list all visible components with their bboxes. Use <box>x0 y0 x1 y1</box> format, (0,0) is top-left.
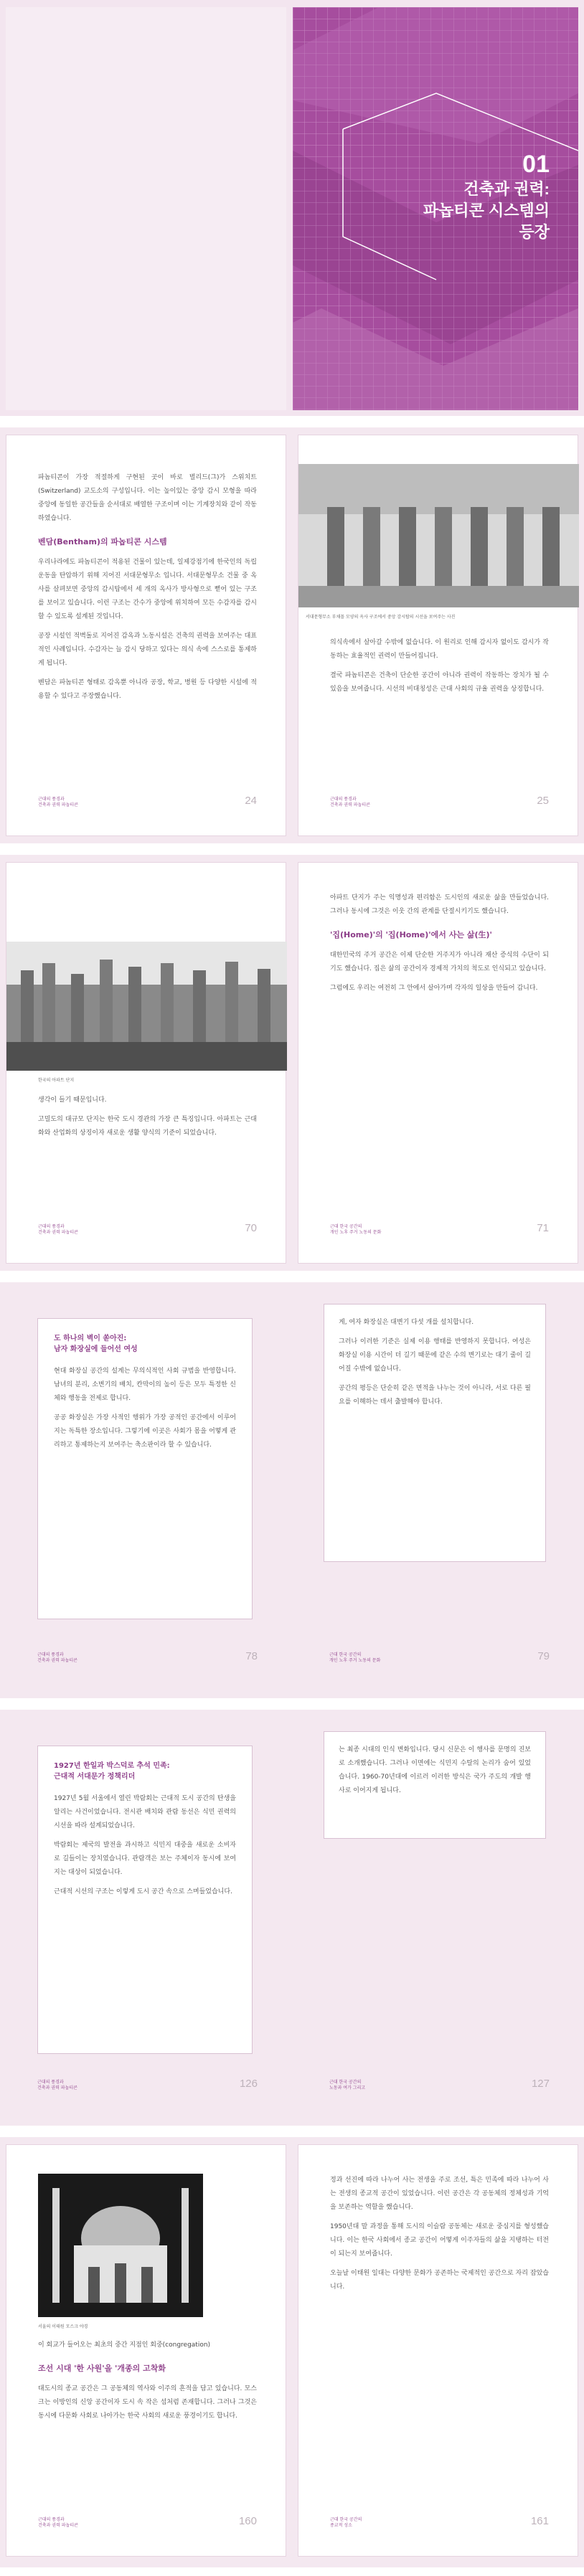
paragraph: 는 최종 시대의 인식 변화입니다. 당시 신문은 이 행사를 문명의 진보로 소개했습니다. 그러나 이면에는 식민지 수탈의 논리가 숨어 있었습니다. 1960-70년대에 이르러 이러한 방식은 국가 주도의 개발 행사로 이어지게 됩니다. <box>339 1746 531 1794</box>
sidebar-box <box>37 1318 253 1619</box>
running-head: 근대의 풍경과 건축과 권력 파놉티콘 <box>38 1224 78 1235</box>
spread-2 <box>0 427 584 843</box>
paragraph: 그러나 이러한 기준은 실제 이용 행태를 반영하지 못합니다. 여성은 화장실 이용 시간이 더 길기 때문에 같은 수의 변기로는 대기 줄이 길어질 수밖에 없습니다. <box>339 1338 531 1373</box>
chapter-number: 01 <box>522 151 550 178</box>
page-79 <box>298 1289 578 1691</box>
paragraph: 공간의 평등은 단순히 같은 면적을 나누는 것이 아니라, 서로 다른 필요를 이해하는 데서 출발해야 합니다. <box>339 1385 531 1406</box>
text-column <box>330 2174 549 2300</box>
paragraph: 근대적 시선의 구조는 이렇게 도시 공간 속으로 스며들었습니다. <box>54 1888 232 1895</box>
sidebar-box <box>324 1304 546 1562</box>
blank-left-page <box>6 7 286 410</box>
section-subhead: 조선 시대 '한 사원'을 '개종의 고착화 <box>38 2364 166 2373</box>
spread-cover <box>0 0 584 416</box>
spread-4 <box>0 1282 584 1698</box>
page-78 <box>6 1289 286 1691</box>
running-head: 근대의 풍경과 건축과 권력 파놉티콘 <box>37 2080 77 2090</box>
prison-photo <box>298 464 579 607</box>
running-head: 근대의 풍경과 건축과 권력 파놉티콘 <box>38 2517 78 2528</box>
chapter-cover <box>293 7 578 410</box>
page-24 <box>6 435 286 836</box>
paragraph: 현대 화장실 공간의 설계는 무의식적인 사회 규범을 반영합니다. 남녀의 분리, 소변기의 배치, 칸막이의 높이 등은 모두 특정한 신체와 행동을 전제로 합니다. <box>54 1368 236 1402</box>
text-column <box>330 891 549 1001</box>
paragraph: 벤담은 파놉티콘 형태로 감옥뿐 아니라 공장, 학교, 병원 등 다양한 시설에 적용할 수 있다고 주장했습니다. <box>38 679 257 700</box>
page-number: 25 <box>537 795 549 807</box>
paragraph: 오늘날 이태원 일대는 다양한 문화가 공존하는 국제적인 공간으로 자리 잡았습니다. <box>330 2270 549 2291</box>
paragraph: 의식속에서 살아갈 수밖에 없습니다. 이 원리로 인해 감시자 없이도 감시가 작동하는 효율적인 권력이 만들어집니다. <box>330 639 549 660</box>
paragraph: 게, 여자 화장실은 대변기 다섯 개를 설치합니다. <box>339 1319 474 1326</box>
paragraph: 1927년 5월 서울에서 열린 박람회는 근대적 도시 공간의 탄생을 알리는 사건이었습니다. 전시관 배치와 관람 동선은 식민 권력의 시선을 따라 설계되었습니다. <box>54 1795 236 1829</box>
section-subhead: 벤담(Bentham)의 파놉티콘 시스템 <box>38 537 167 546</box>
running-head: 근대의 풍경과 건축과 권력 파놉티콘 <box>38 797 78 808</box>
running-head: 근대의 풍경과 건축과 권력 파놉티콘 <box>330 797 370 808</box>
chapter-title: 건축과 권력: 파놉티콘 시스템의 등장 <box>423 180 550 241</box>
spread-6 <box>0 2137 584 2567</box>
paragraph: 공장 시설인 적벽돌로 지어진 감옥과 노동시설은 건축의 권력을 보여주는 대표적인 사례입니다. 수감자는 늘 감시 당하고 있다는 의식 속에 스스로를 통제하게 됩니다. <box>38 633 257 667</box>
paragraph: 공공 화장실은 가장 사적인 행위가 가장 공적인 공간에서 이루어지는 독특한 장소입니다. 그렇기에 이곳은 사회가 몸을 어떻게 관리하고 통제하는지 보여주는 축소판이라 할 수 있습니다. <box>54 1414 236 1449</box>
paragraph: 파놉티콘이 가장 적절하게 구현된 곳이 바로 벌리드(그)가 스위치트(Switzerland) 교도소의 구성입니다. 이는 높이있는 중앙 감시 모형을 따라 중앙에 동일한 공간들을 순서대로 배열한 구조이며 이는 기계장치와 같이 작동하였습니다. <box>38 474 257 522</box>
section-subhead: '집(Home)'의 '집(Home)'에서 사는 삶(生)' <box>330 930 492 939</box>
photo-caption: 서대문형무소 부채꼴 모양의 옥사 구조에서 중앙 감시탑의 시선을 보여주는 사진 <box>306 615 456 620</box>
page-161 <box>298 2144 578 2557</box>
page-number: 71 <box>537 1222 549 1234</box>
running-head: 근대 한국 공간의 노동과 여가 그리고 <box>329 2080 366 2090</box>
spread-5 <box>0 1710 584 2126</box>
paragraph: 그럼에도 우리는 여전히 그 안에서 살아가며 각자의 일상을 만들어 갑니다. <box>330 985 538 992</box>
paragraph: 우리나라에도 파놉티콘이 적용된 건물이 있는데, 일제강점기에 한국인의 독립운동을 탄압하기 위해 지어진 서대문형무소 입니다. 서대문형무소 건물 중 옥사를 살펴보면 중앙의 감시탑에서 세 개의 옥사가 방사형으로 뻗어 있는 구조를 보이고 있습니다. 이런 구조는 간수가 중앙에 위치하여 모든 수감자를 감시할 수 있도록 설계된 것입니다. <box>38 559 257 620</box>
paragraph: 대한민국의 주거 공간은 이제 단순한 거주지가 아니라 재산 증식의 수단이 되기도 했습니다. 집은 삶의 공간이자 경제적 가치의 척도로 인식되고 있습니다. <box>330 952 549 972</box>
chapter-heading <box>423 151 550 243</box>
page-number: 70 <box>245 1222 257 1234</box>
running-head: 근대 한국 공간의 개인 노후 주거 노동의 문화 <box>330 1224 382 1235</box>
running-head: 근대 한국 공간의 종교적 성소 <box>330 2517 362 2528</box>
paragraph: 정과 선진에 따라 나누어 사는 전생을 주로 조선, 특은 민족에 따라 나누어 사는 전생의 종교적 공간이 있었습니다. 이런 공간은 각 공동체의 정체성과 기억을 보존하는 역할을 했습니다. <box>330 2177 549 2211</box>
page-number: 79 <box>537 1650 550 1662</box>
text-column <box>330 636 549 702</box>
box-title: 1927년 한일과 박스덕로 추석 민족: 근대적 서대문가 정책리더 <box>54 1762 170 1781</box>
apartment-photo <box>6 942 287 1071</box>
page-70 <box>6 862 286 1264</box>
page-number: 160 <box>238 2515 257 2527</box>
page-number: 126 <box>239 2078 258 2090</box>
text-column <box>38 1094 257 1146</box>
running-head: 근대의 풍경과 건축과 권력 파놉티콘 <box>37 1652 77 1663</box>
page-number: 127 <box>531 2078 550 2090</box>
page-number: 24 <box>245 795 257 807</box>
page-25 <box>298 435 578 836</box>
page-number: 78 <box>245 1650 258 1662</box>
photo-caption: 한국의 아파트 단지 <box>38 1078 75 1083</box>
page-71 <box>298 862 578 1264</box>
spread-3 <box>0 855 584 1271</box>
page-126 <box>6 1717 286 2118</box>
mosque-photo <box>38 2174 203 2317</box>
paragraph: 고밀도의 대규모 단지는 한국 도시 경관의 가장 큰 특징입니다. 아파트는 근대화와 산업화의 상징이자 새로운 생활 양식의 기준이 되었습니다. <box>38 1116 257 1137</box>
page-number: 161 <box>530 2515 549 2527</box>
text-column <box>38 2339 257 2429</box>
paragraph: 결국 파놉티콘은 건축이 단순한 공간이 아니라 권력이 작동하는 장치가 될 수 있음을 보여줍니다. 시선의 비대칭성은 근대 사회의 규율 권력을 상징합니다. <box>330 672 549 693</box>
paragraph: 아파트 단지가 주는 익명성과 편리함은 도시인의 새로운 삶을 만들었습니다. 그러나 동시에 그것은 이웃 간의 관계를 단절시키기도 했습니다. <box>330 894 549 915</box>
sidebar-box <box>37 1746 253 2054</box>
paragraph: 생각이 들기 때문입니다. <box>38 1097 107 1104</box>
sidebar-box <box>324 1731 546 1839</box>
paragraph: 1950년대 말 과정을 통해 도시의 이슬람 공동체는 새로운 중심지를 형성했습니다. 이는 한국 사회에서 종교 공간이 어떻게 이주자들의 삶을 지탱하는 터전이 되는지 보여줍니다. <box>330 2223 549 2258</box>
box-title: 도 하나의 벽이 쏟아진: 남자 화장실에 들어선 여성 <box>54 1335 138 1353</box>
running-head: 근대 한국 공간의 개인 노후 주거 노동의 문화 <box>329 1652 381 1663</box>
text-column <box>38 471 257 709</box>
photo-caption: 서울의 이태원 모스크 야경 <box>38 2324 88 2329</box>
page-127 <box>298 1717 578 2118</box>
paragraph: 박람회는 제국의 발전을 과시하고 식민지 대중을 새로운 소비자로 길들이는 장치였습니다. 관람객은 보는 주체이자 동시에 보여지는 대상이 되었습니다. <box>54 1842 236 1876</box>
page-160 <box>6 2144 286 2557</box>
paragraph: 이 회교가 들어오는 최초의 중간 지점인 회중(congregation) <box>38 2341 211 2349</box>
paragraph: 대도시의 종교 공간은 그 공동체의 역사와 이주의 흔적을 담고 있습니다. 모스크는 이방인의 신앙 공간이자 도시 속 작은 섬처럼 존재합니다. 그러나 그것은 동시에 다문화 사회로 나아가는 한국 사회의 새로운 풍경이기도 합니다. <box>38 2385 257 2420</box>
